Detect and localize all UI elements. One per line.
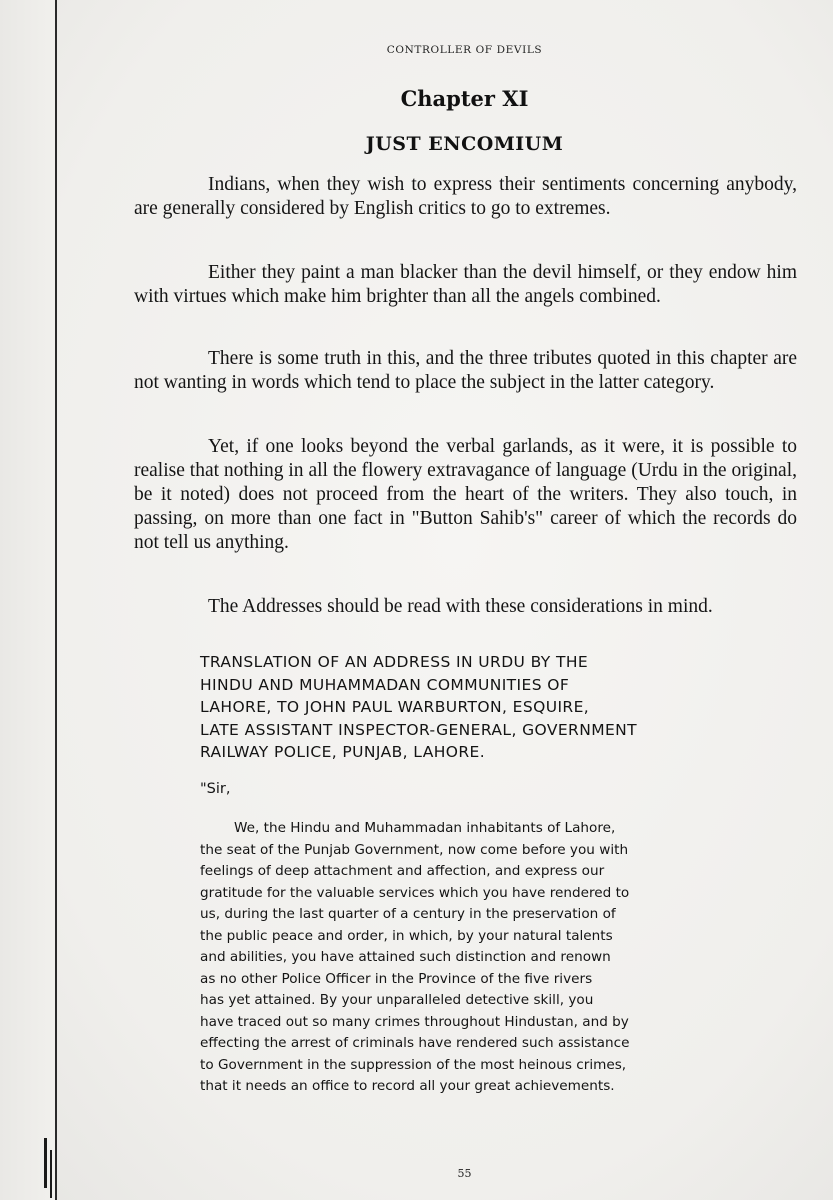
- page-number: 55: [457, 1167, 472, 1180]
- paragraph: [134, 261, 797, 309]
- address-line: and abilities, you have attained such distinction and renown: [200, 949, 611, 965]
- address-heading-line: LAHORE, TO JOHN PAUL WARBURTON, ESQUIRE,: [200, 698, 590, 716]
- address-heading-line: LATE ASSISTANT INSPECTOR-GENERAL, GOVERNMENT: [200, 720, 638, 739]
- address-line: the seat of the Punjab Government, now come before you with: [200, 841, 629, 858]
- address-line: us, during the last quarter of a century in the preservation of: [200, 906, 616, 922]
- address-line: gratitude for the valuable services which you have rendered to: [200, 884, 630, 901]
- address-line: has yet attained. By your unparalleled detective skill, you: [200, 992, 594, 1008]
- paragraph-text: Either they paint a man blacker than the devil himself, or they endow him with virtues which make him brighter than all the angels combined.: [134, 262, 797, 307]
- paragraph: [134, 347, 797, 395]
- address-line: We, the Hindu and Muhammadan inhabitants of Lahore,: [234, 820, 616, 836]
- address-line: effecting the arrest of criminals have rendered such assistance: [200, 1035, 630, 1051]
- address-heading: [200, 651, 760, 764]
- salutation: "Sir,: [200, 781, 231, 797]
- paragraph: [134, 435, 797, 555]
- address-heading-line: TRANSLATION OF AN ADDRESS IN URDU BY THE: [200, 653, 589, 671]
- paragraph-text: Indians, when they wish to express their sentiments concerning anybody, are generally considered by English critics to go to extremes.: [134, 174, 797, 219]
- paragraph: [134, 595, 797, 619]
- chapter-number: Chapter XI: [400, 86, 529, 111]
- paragraph: [134, 173, 797, 221]
- binding-mark: [44, 1138, 47, 1188]
- paragraph-text: Yet, if one looks beyond the verbal garlands, as it were, it is possible to realise that nothing in all the flowery extravagance of language (Urdu in the original, be it noted) does not proceed from the heart of the writers. They also touch, in passing, on more than one fact in "Button Sahib's" career of which the records do not tell us anything.: [134, 436, 797, 553]
- address-line: the public peace and order, in which, by your natural talents: [200, 927, 613, 944]
- binding-margin: [0, 0, 55, 1200]
- address-line: that it needs an office to record all your great achievements.: [200, 1078, 615, 1094]
- address-line: feelings of deep attachment and affection, and express our: [200, 863, 605, 879]
- address-line: as no other Police Officer in the Province of the five rivers: [200, 970, 593, 987]
- address-line: have traced out so many crimes throughout Hindustan, and by: [200, 1013, 629, 1030]
- binding-edge: [55, 0, 57, 1200]
- address-heading-line: RAILWAY POLICE, PUNJAB, LAHORE.: [200, 743, 486, 761]
- paragraph-text: The Addresses should be read with these considerations in mind.: [208, 596, 713, 617]
- address-line: to Government in the suppression of the most heinous crimes,: [200, 1056, 627, 1073]
- paragraph-text: There is some truth in this, and the three tributes quoted in this chapter are not wanting in words which tend to place the subject in the latter category.: [134, 348, 797, 393]
- address-heading-line: HINDU AND MUHAMMADAN COMMUNITIES OF: [200, 675, 570, 694]
- running-head: CONTROLLER OF DEVILS: [386, 44, 543, 56]
- address-body: [200, 818, 760, 1098]
- chapter-title: JUST ENCOMIUM: [365, 133, 564, 155]
